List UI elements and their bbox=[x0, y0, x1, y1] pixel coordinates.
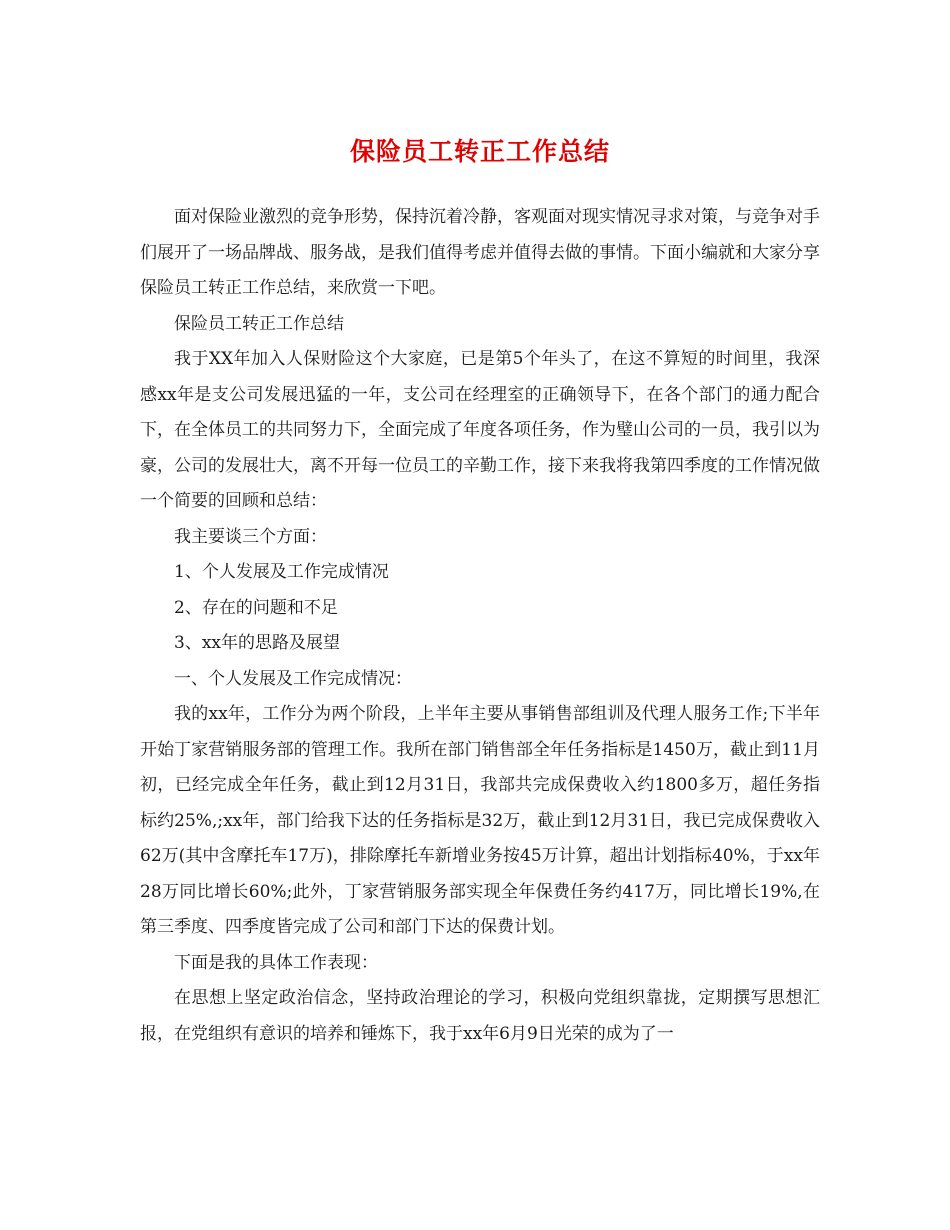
paragraph-three-aspects: 我主要谈三个方面： bbox=[174, 526, 327, 547]
document-body bbox=[140, 200, 820, 1052]
document-title: 保险员工转正工作总结 bbox=[349, 137, 610, 166]
list-item-1: 1、个人发展及工作完成情况 bbox=[174, 562, 389, 582]
list-item-3: 3、xx年的思路及展望 bbox=[174, 633, 340, 653]
paragraph-political: 在思想上坚定政治信念，坚持政治理论的学习，积极向党组织靠拢，定期撰写思想汇报，在党组织有意识的培养和锤炼下，我于xx年6月9日光荣的成为了一 bbox=[140, 988, 820, 1044]
paragraph-performance-intro: 下面是我的具体工作表现： bbox=[174, 952, 378, 973]
paragraph-intro: 面对保险业激烈的竞争形势，保持沉着冷静，客观面对现实情况寻求对策，与竞争对手们展开了一场品牌战、服务战，是我们值得考虑并值得去做的事情。下面小编就和大家分享保险员工转正工作总结，来欣赏一下吧。 bbox=[140, 207, 820, 298]
section-heading-1: 一、个人发展及工作完成情况： bbox=[174, 668, 412, 689]
paragraph-work-summary: 我的xx年，工作分为两个阶段，上半年主要从事销售部组训及代理人服务工作;下半年开始丁家营销服务部的管理工作。我所在部门销售部全年任务指标是1450万，截止到11月初，已经完成全年任务，截止到12月31日，我部共完成保费收入约1800多万，超任务指标约25%,;xx年，部门给我下达的任务指标是32万，截止到12月31日，我已完成保费收入62万(其中含摩托车17万)，排除摩托车新增业务按45万计算，超出计划指标40%，于xx年28万同比增长60%;此外，丁家营销服务部实现全年保费任务约417万，同比增长19%,在第三季度、四季度皆完成了公司和部门下达的保费计划。 bbox=[140, 704, 820, 937]
paragraph-subtitle: 保险员工转正工作总结 bbox=[174, 313, 344, 334]
list-item-2: 2、存在的问题和不足 bbox=[174, 597, 338, 618]
paragraph-background: 我于XX年加入人保财险这个大家庭，已是第5个年头了，在这不算短的时间里，我深感xx年是支公司发展迅猛的一年，支公司在经理室的正确领导下，在各个部门的通力配合下，在全体员工的共同努力下，全面完成了年度各项任务，作为璧山公司的一员，我引以为豪，公司的发展壮大，离不开每一位员工的辛勤工作，接下来我将我第四季度的工作情况做一个简要的回顾和总结： bbox=[140, 349, 820, 511]
